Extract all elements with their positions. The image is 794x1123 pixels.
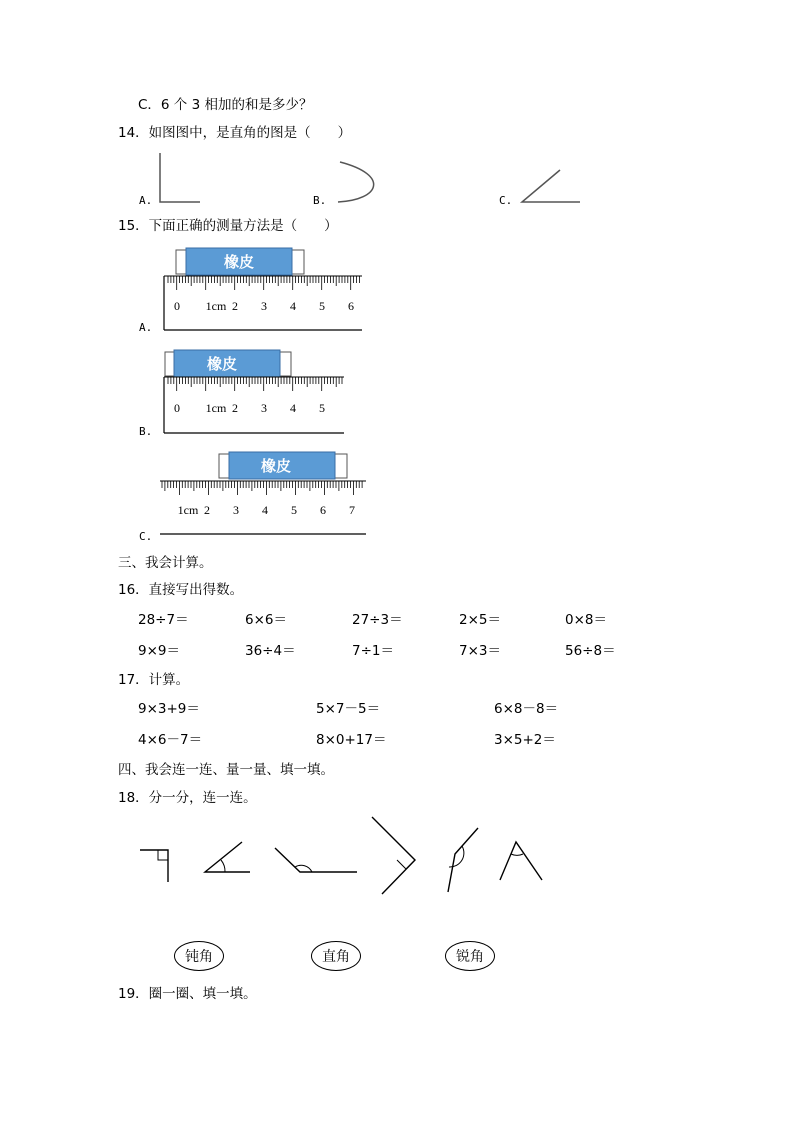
ruler-c-ticks xyxy=(162,481,362,495)
ruler-tick-label: 6 xyxy=(348,299,354,313)
q16-problem: 27÷3＝ xyxy=(352,612,403,628)
ruler-b-ticks xyxy=(168,377,342,391)
ruler-a-labels xyxy=(174,299,354,313)
q17-problem: 3×5+2＝ xyxy=(494,732,556,748)
q14-figures xyxy=(130,150,610,210)
q16-problem: 9×9＝ xyxy=(138,643,180,659)
q17-problem: 4×6－7＝ xyxy=(138,732,203,748)
q16-problem: 56÷8＝ xyxy=(565,643,616,659)
ruler-tick-label: 1cm xyxy=(177,503,199,517)
ruler-tick-label: 5 xyxy=(291,503,297,517)
q18-angle-figures xyxy=(130,812,560,912)
q14-label-a: A. xyxy=(139,194,153,207)
q14-figure-c xyxy=(522,170,580,202)
ruler-tick-label: 3 xyxy=(261,401,267,415)
angle-right-rotated xyxy=(372,817,415,894)
q16-problem: 7÷1＝ xyxy=(352,643,394,659)
q15-title: 15．下面正确的测量方法是（ ） xyxy=(118,218,338,234)
q17-title: 17．计算。 xyxy=(118,672,190,688)
ruler-tick-label: 2 xyxy=(232,401,238,415)
angle-acute-small xyxy=(205,842,250,872)
ruler-a-ticks xyxy=(168,276,359,290)
q17-problem: 6×8－8＝ xyxy=(494,701,559,717)
q14-figure-a xyxy=(160,153,200,202)
ruler-tick-label: 4 xyxy=(262,503,268,517)
ruler-tick-label: 1cm xyxy=(205,299,227,313)
angle-acute-apex xyxy=(500,842,542,880)
q16-problem: 0×8＝ xyxy=(565,612,607,628)
q14-label-c: C. xyxy=(499,194,513,207)
angle-right-corner xyxy=(140,850,168,882)
section3-title: 三、我会计算。 xyxy=(118,555,213,571)
q16-problem: 2×5＝ xyxy=(459,612,501,628)
q13-option-c: C．6 个 3 相加的和是多少？ xyxy=(138,97,313,113)
ruler-tick-label: 6 xyxy=(320,503,326,517)
category-right[interactable]: 直角 xyxy=(311,941,361,971)
angle-obtuse xyxy=(275,848,357,872)
ruler-a-figure xyxy=(160,244,370,334)
q17-problem: 5×7－5＝ xyxy=(316,701,381,717)
eraser-b-text: 橡皮 xyxy=(206,355,238,373)
ruler-c-labels xyxy=(178,503,355,517)
q14-label-b: B. xyxy=(313,194,327,207)
q18-title: 18．分一分，连一连。 xyxy=(118,790,257,806)
ruler-tick-label: 2 xyxy=(232,299,238,313)
q19-title: 19．圈一圈、填一填。 xyxy=(118,986,257,1002)
eraser-c-text: 橡皮 xyxy=(260,457,292,475)
section4-title: 四、我会连一连、量一量、填一填。 xyxy=(118,762,334,778)
ruler-b-labels xyxy=(174,401,325,415)
ruler-tick-label: 4 xyxy=(290,299,296,313)
ruler-tick-label: 1cm xyxy=(205,401,227,415)
q17-problem: 9×3+9＝ xyxy=(138,701,200,717)
q14-title: 14．如图图中，是直角的图是（ ） xyxy=(118,125,352,141)
q15-label-a: A. xyxy=(139,321,153,334)
ruler-c-figure xyxy=(156,450,371,540)
ruler-tick-label: 2 xyxy=(204,503,210,517)
ruler-tick-label: 4 xyxy=(290,401,296,415)
ruler-tick-label: 5 xyxy=(319,401,325,415)
ruler-b-figure xyxy=(160,348,360,438)
category-acute[interactable]: 锐角 xyxy=(445,941,495,971)
ruler-tick-label: 5 xyxy=(319,299,325,313)
angle-acute-narrow xyxy=(448,828,478,892)
ruler-tick-label: 0 xyxy=(174,299,180,313)
q14-figure-b xyxy=(338,162,374,202)
q16-title: 16．直接写出得数。 xyxy=(118,582,244,598)
q16-problem: 7×3＝ xyxy=(459,643,501,659)
q16-problem: 6×6＝ xyxy=(245,612,287,628)
q15-label-c: C. xyxy=(139,530,153,543)
q16-problem: 36÷4＝ xyxy=(245,643,296,659)
q15-label-b: B. xyxy=(139,425,153,438)
q16-problem: 28÷7＝ xyxy=(138,612,189,628)
q17-problem: 8×0+17＝ xyxy=(316,732,387,748)
ruler-tick-label: 7 xyxy=(349,503,355,517)
ruler-tick-label: 3 xyxy=(261,299,267,313)
eraser-a-text: 橡皮 xyxy=(223,253,255,271)
ruler-tick-label: 0 xyxy=(174,401,180,415)
category-obtuse[interactable]: 钝角 xyxy=(174,941,224,971)
ruler-tick-label: 3 xyxy=(233,503,239,517)
